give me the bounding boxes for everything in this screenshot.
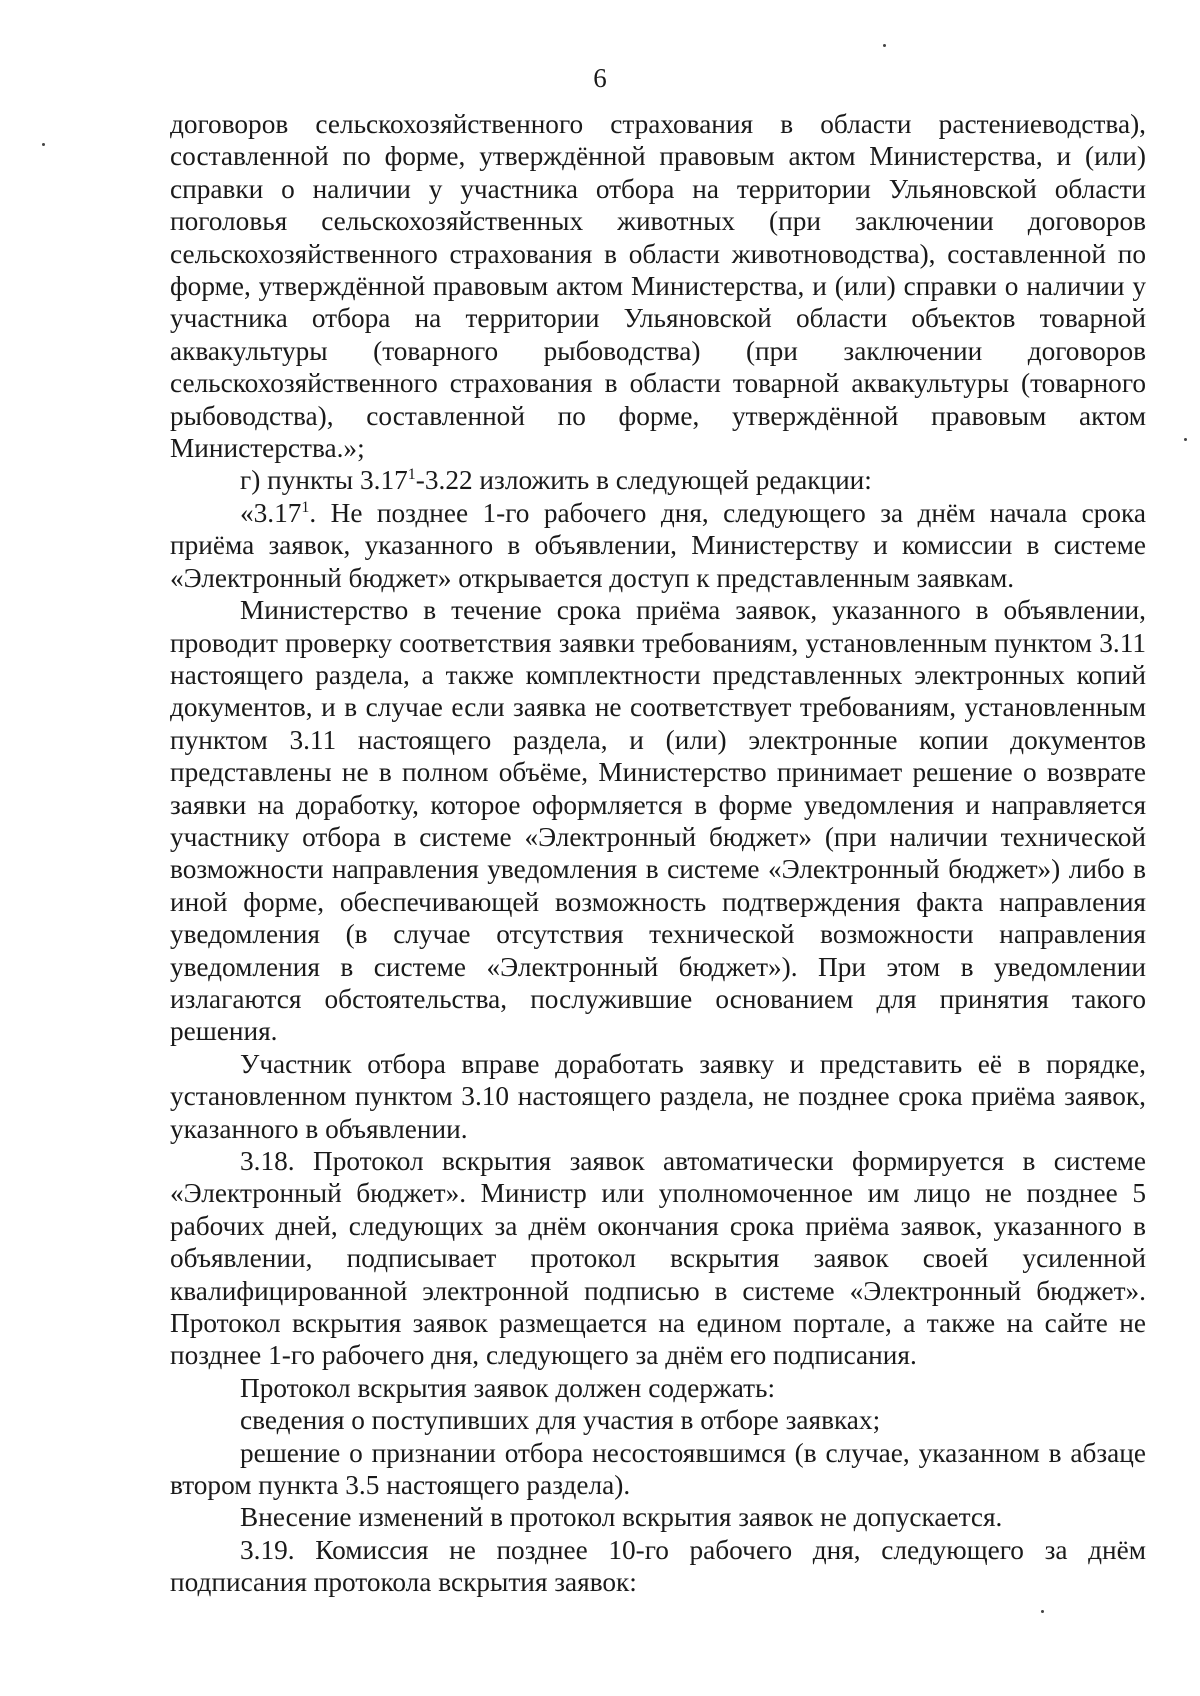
paragraph <box>170 594 1146 1048</box>
paragraph <box>170 1048 1146 1145</box>
paragraph <box>170 1437 1146 1502</box>
page-number: 6 <box>593 63 607 93</box>
paragraph-text: . Не позднее 1-го рабочего дня, следующего за днём начала срока приёма заявок, указанного в объявлении, Министерству и комиссии в системе «Электронный бюджет» открывается доступ к представленным заявкам. <box>170 497 1146 593</box>
paragraph-text: 3.19. Комиссия не позднее 10-го рабочего дня, следующего за днём подписания протокола вскрытия заявок: <box>170 1534 1146 1598</box>
paragraph-text: «3.17 <box>240 497 302 528</box>
paragraph-text: -3.22 изложить в следующей редакции: <box>415 465 872 496</box>
paragraph-text: договоров сельскохозяйственного страхования в области растениеводства), составленной по форме, утверждённой правовым актом Министерства, и (или) справки о наличии у участника отбора на территории Ульяновской области поголовья сельскохозяйственных животных (при заключении договоров сельскохозяйственного страхования в области животноводства), составленной по форме, утверждённой правовым актом Министерства, и (или) справки о наличии у участника отбора на территории Ульяновской области объектов товарной аквакультуры (товарного рыбоводства) (при заключении договоров сельскохозяйственного страхования в области товарной аквакультуры (товарного рыбоводства), составленной по форме, утверждённой правовым актом Министерства.»; <box>170 109 1146 464</box>
paragraph-text: 3.18. Протокол вскрытия заявок автоматически формируется в системе «Электронный бюджет». Министр или уполномоченное им лицо не позднее 5 рабочих дней, следующих за днём окончания срока приёма заявок, указанного в объявлении, подписывает протокол вскрытия заявок своей усиленной квалифицированной электронной подписью в системе «Электронный бюджет». Протокол вскрытия заявок размещается на едином портале, а также на сайте не позднее 1-го рабочего дня, следующего за днём его подписания. <box>170 1146 1146 1371</box>
paragraph <box>170 1372 1146 1404</box>
superscript: 1 <box>301 498 310 516</box>
paragraph-text: сведения о поступивших для участия в отборе заявках; <box>240 1405 881 1436</box>
paragraph-text: Участник отбора вправе доработать заявку и представить её в порядке, установленном пунктом 3.10 настоящего раздела, не позднее срока приёма заявок, указанного в объявлении. <box>170 1048 1146 1144</box>
scan-speck <box>883 44 886 47</box>
document-body <box>170 108 1146 1599</box>
paragraph <box>170 1501 1146 1533</box>
paragraph <box>170 1534 1146 1599</box>
scan-speck <box>42 143 45 146</box>
scan-speck <box>1041 1610 1044 1613</box>
paragraph <box>170 1145 1146 1372</box>
paragraph-text: г) пункты 3.17 <box>240 465 408 496</box>
paragraph <box>170 108 1146 464</box>
paragraph <box>170 1404 1146 1436</box>
paragraph-text: Министерство в течение срока приёма заявок, указанного в объявлении, проводит проверку соответствия заявки требованиям, установленным пунктом 3.11 настоящего раздела, а также комплектности представленных электронных копий документов, и в случае если заявка не соответствует требованиям, установленным пунктом 3.11 настоящего раздела, и (или) электронные копии документов представлены не в полном объёме, Министерство принимает решение о возврате заявки на доработку, которое оформляется в форме уведомления и направляется участнику отбора в системе «Электронный бюджет» (при наличии технической возможности направления уведомления в системе «Электронный бюджет») либо в иной форме, обеспечивающей возможность подтверждения факта направления уведомления (в случае отсутствия технической возможности направления уведомления в системе «Электронный бюджет»). При этом в уведомлении излагаются обстоятельства, послужившие основанием для принятия такого решения. <box>170 595 1146 1047</box>
paragraph-text: Протокол вскрытия заявок должен содержать: <box>240 1372 776 1403</box>
scan-speck <box>1184 438 1187 441</box>
superscript: 1 <box>407 466 416 484</box>
paragraph <box>170 497 1146 594</box>
paragraph-text: решение о признании отбора несостоявшимся (в случае, указанном в абзаце втором пункта 3.5 настоящего раздела). <box>170 1437 1146 1501</box>
paragraph <box>170 464 1146 496</box>
paragraph-text: Внесение изменений в протокол вскрытия заявок не допускается. <box>240 1502 1003 1533</box>
